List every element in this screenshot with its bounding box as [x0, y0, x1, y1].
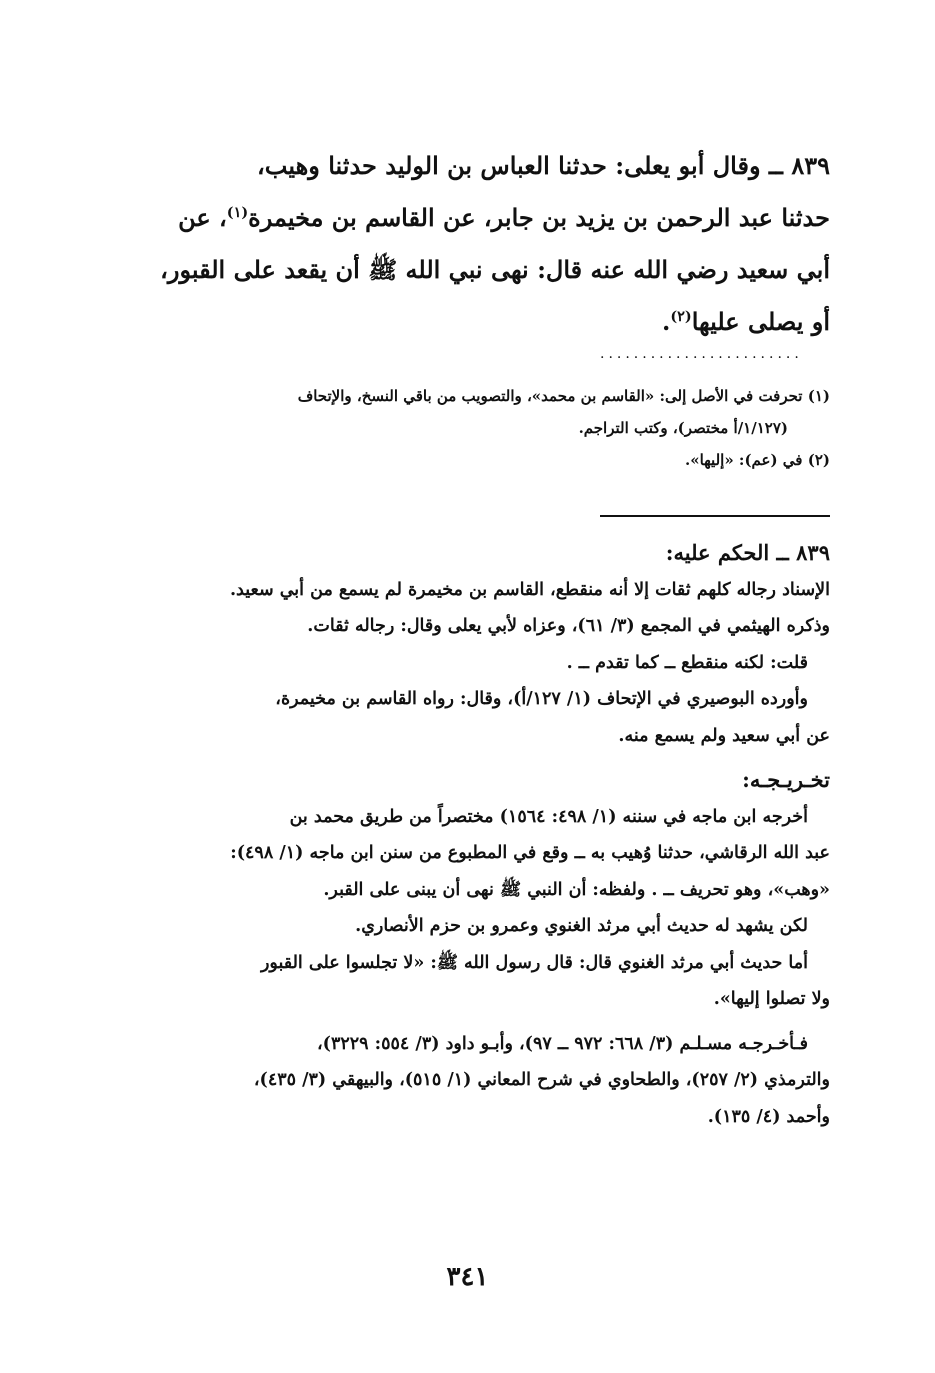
takhrij-line-5: أما حديث أبي مرثد الغنوي قال: قال رسول الله ﷺ: «لا تجلسوا على القبور	[260, 952, 808, 973]
footnote-1-line-2: (١/١٢٧/أ مختصر)، وكتب التراجم.	[578, 419, 788, 437]
hadith-line-4: أو يصلى عليها$^{(٢)}$.	[661, 307, 830, 336]
footnote-separator-dots: ........................	[600, 346, 803, 362]
footnote-1-number: (١)	[807, 387, 830, 405]
ruling-line-2: وذكره الهيثمي في المجمع (٣/ ٦١)، وعزاه لأبي يعلى وقال: رجاله ثقات.	[307, 616, 830, 636]
footnote-2: (٢) في (عم): «إليها».	[684, 451, 830, 469]
hadith-line-2: حدثنا عبد الرحمن بن يزيد بن جابر، عن القاسم بن مخيمرة$^{(١)}$، عن	[178, 203, 830, 232]
takhrij-line-7: فـأخـرجـه مسـلـم (٣/ ٦٦٨: ٩٧٢ ــ ٩٧)، وأبـو داود (٣/ ٥٥٤: ٣٢٢٩)،	[317, 1033, 808, 1054]
takhrij-line-6: ولا تصلوا إليها».	[713, 989, 830, 1009]
section-divider	[600, 515, 830, 517]
takhrij-line-1: أخرجه ابن ماجه في سننه (١/ ٤٩٨: ١٥٦٤) مختصراً من طريق محمد بن	[289, 806, 808, 827]
ruling-heading: ٨٣٩ ــ الحكم عليه:	[665, 540, 830, 565]
footnote-marker-2: (٢)	[670, 308, 692, 325]
takhrij-line-2: عبد الله الرقاشي، حدثنا وُهيب به ــ وقع في المطبوع من سنن ابن ماجه (١/ ٤٩٨):	[230, 843, 830, 863]
footnote-1-line-1: (١) تحرفت في الأصل إلى: «القاسم بن محمد»، والتصويب من باقي النسخ، والإتحاف	[297, 387, 830, 405]
page-number: ٣٤١	[446, 1262, 489, 1292]
ruling-line-4: وأورده البوصيري في الإتحاف (١/ ١٢٧/أ)، وقال: رواه القاسم بن مخيمرة،	[275, 689, 808, 709]
ruling-line-5: عن أبي سعيد ولم يسمع منه.	[618, 725, 830, 746]
hadith-line-3: أبي سعيد رضي الله عنه قال: نهى نبي الله ﷺ أن يقعد على القبور،	[160, 255, 830, 284]
footnote-2-number: (٢)	[807, 451, 830, 469]
takhrij-line-8: والترمذي (٢/ ٢٥٧)، والطحاوي في شرح المعاني (١/ ٥١٥)، والبيهقي (٣/ ٤٣٥)،	[253, 1070, 830, 1090]
commentary	[105, 535, 830, 1135]
hadith-text	[105, 140, 830, 348]
takhrij-heading: تخـريـجـه:	[742, 767, 830, 792]
hadith-line-1: ٨٣٩ ــ وقال أبو يعلى: حدثنا العباس بن الوليد حدثنا وهيب،	[257, 151, 830, 180]
ruling-line-1: الإسناد رجاله كلهم ثقات إلا أنه منقطع، القاسم بن مخيمرة لم يسمع من أبي سعيد.	[229, 579, 830, 600]
takhrij-line-4: لكن يشهد له حديث أبي مرثد الغنوي وعمرو بن حزم الأنصاري.	[355, 916, 808, 936]
ruling-line-3: قلت: لكنه منقطع ــ كما تقدم ــ .	[566, 652, 808, 673]
footnote-marker-1: (١)	[226, 204, 249, 221]
takhrij-line-9: وأحمد (٤/ ١٣٥).	[707, 1106, 830, 1127]
footnotes	[105, 380, 830, 476]
takhrij-line-3: «وهب»، وهو تحريف ــ . ولفظه: أن النبي ﷺ نهى أن يبنى على القبر.	[323, 879, 830, 900]
